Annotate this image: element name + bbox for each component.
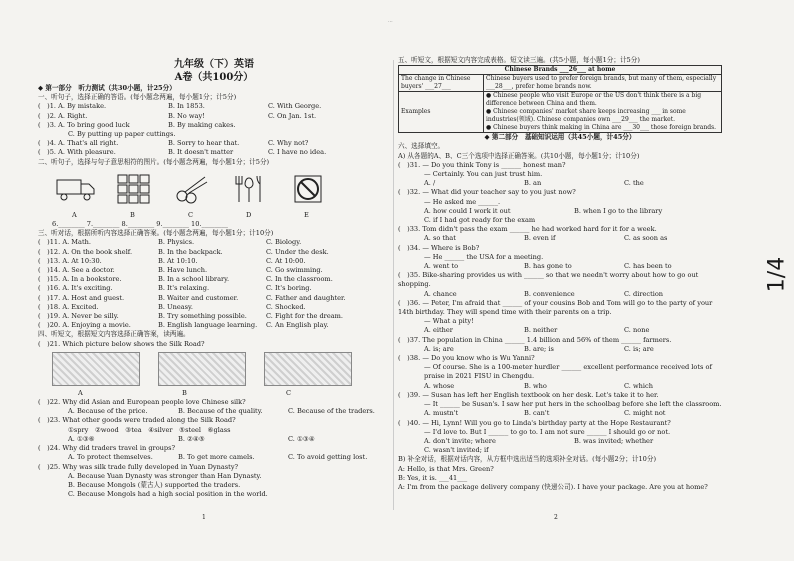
no-entry-sign-icon [288,173,328,205]
section2-heading: 二、听句子，选择与句子意思相符的图片。(每小题念两遍，每小题1分；计5分) [38,157,270,166]
question-35: ( )35. Bike-sharing provides us with ______ so that we needn't worry about how to go out shopping. [398,271,699,289]
dialogue-line: B: Yes, it is. ___41___ [398,473,468,482]
question-23-options: A. ①③⑥ B. ②④⑤ C. ①③④ [68,434,315,443]
question-33: ( )33. Tom didn't pass the exam ______ he had worked hard for it for a week. [398,225,657,234]
table-cell: Examples [399,92,484,133]
question-40-reply: — I'd love to. But I ______ to go to. I am not sure ______ I should go or not. [424,427,671,436]
question-38: ( )38. — Do you know who is Wu Yanni? [398,354,535,363]
picture-options [56,171,390,207]
part2-heading: ◆ 第二部分 基础知识运用（共45小题，计45分） [484,133,636,142]
table-cell [484,92,722,133]
table-title: Chinese Brands ___26___ at home [399,66,722,75]
question-38-reply: — Of course. She is a 100-meter hurdler ______ excellent performance received lots of praise in 2021 FISU in Chengdu. [424,363,712,381]
question-40-option-c: C. wasn't invited; if [424,446,489,455]
question-31-options: A. / B. an C. the [424,179,644,188]
question-11: ( )11. A. Math. B. Physics. C. Biology. [38,238,302,247]
page-number-1: 1 [202,514,206,521]
section-a-heading: A) 从各题的A、B、C三个选项中选择正确答案。(共10小题，每小题1分；计10分) [398,151,640,160]
question-12: ( )12. A. On the book shelf. B. In the backpack. C. Under the desk. [38,247,329,256]
page-count-label: 1/4 [764,256,790,293]
question-34: ( )34. — Where is Bob? [398,243,480,252]
question-25-option-a: A. Because Yuan Dynasty was stronger than Han Dynasty. [68,471,262,480]
table-cell: Chinese buyers used to prefer foreign brands, but many of them, especially ___28___, prefer home brands now. [484,75,722,92]
question-31-reply: — Certainly. You can just trust him. [424,170,543,179]
question-2: ( )2. A. Right. B. No way! C. On Jan. 1st. [38,111,317,120]
question-23: ( )23. What other goods were traded along the Silk Road? [38,416,236,425]
list-item: ● Chinese people who visit Europe or the US don't think there is a big difference between China and them. [486,92,702,108]
tableware-icon [230,173,270,205]
question-4: ( )4. A. That's all right. B. Sorry to hear that. C. Why not? [38,139,309,148]
table-cell: The change in Chinese buyers' ___27___ [399,75,484,92]
question-35-options: A. chance B. convenience C. direction [424,289,664,298]
question-32-option-c: C. if I had got ready for the exam [424,216,536,225]
question-3-option-c: C. By putting up paper cuttings. [68,130,176,139]
question-5: ( )5. A. With pleasure. B. It doesn't matter C. I have no idea. [38,148,327,157]
table-row [399,92,722,133]
table-row [399,75,722,92]
question-40-options: A. don't invite; where B. was invited; whether [424,436,654,445]
list-item: ● Chinese buyers think making in China are ___30___ those foreign brands. [486,124,717,132]
part1-heading: ◆ 第一部分 听力测试（共30小题，计25分） [38,84,176,92]
dialogue-line: A: Hello, is that Mrs. Green? [398,464,494,473]
section3-heading: 三、听对话，根据所听内容选择正确答案。(每小题念两遍，每小题1分；计10分) [38,229,274,238]
question-1: ( )1. A. By mistake. B. In 1853. C. With George. [38,102,322,111]
question-23-items: ①spry ②wood ③tea ④silver ⑤steel ⑥glass [68,425,231,434]
question-34-options: A. went to B. has gone to C. has been to [424,262,672,271]
question-25-option-b: B. Because Mongols (蒙古人) supported the traders. [68,480,241,489]
question-24-options: A. To protect themselves. B. To get more camels. C. To avoid getting lost. [68,453,368,462]
question-31: ( )31. — Do you think Tony is ______ honest man? [398,160,566,169]
map-picture-b [158,352,246,386]
question-18: ( )18. A. Excited. B. Uneasy. C. Shocked. [38,302,306,311]
question-17: ( )17. A. Host and guest. B. Waiter and customer. C. Father and daughter. [38,293,346,302]
picture-labels: A B C D E [72,210,309,219]
right-page [398,56,722,492]
question-36-reply: — What a pity! [424,317,474,326]
question-36: ( )36. — Peter, I'm afraid that ______ of your cousins Bob and Tom will go to the party of your 14th birthday. They will spend time with their parents on a trip. [398,298,713,317]
picture-answer-blanks: 6.________ 7.________ 8.________ 9.________ 10.________ [52,220,228,229]
question-21: ( )21. Which picture below shows the Silk Road? [38,339,205,348]
question-25-option-c: C. Because Mongols had a high social position in the world. [68,490,268,499]
question-37: ( )37. The population in China ______ 1.4 billion and 56% of them ______ farmers. [398,335,672,344]
question-25: ( )25. Why was silk trade fully developed in Yuan Dynasty? [38,462,239,471]
question-33-options: A. so that B. even if C. as soon as [424,234,668,243]
question-24: ( )24. Why did traders travel in groups? [38,444,176,453]
exam-title: 九年级（下）英语 [174,59,254,70]
question-13: ( )13. A. At 10:30. B. At 10:10. C. At 10:00. [38,256,306,265]
question-32-options: A. how could I work it out B. when I go to the library [424,206,663,215]
page-number-2: 2 [554,514,558,521]
page-divider [393,60,394,510]
question-16: ( )16. A. It's exciting. B. It's relaxing. C. It's boring. [38,284,312,293]
question-19: ( )19. A. Never be silly. B. Try something possible. C. Fight for the dream. [38,312,344,321]
question-22-options: A. Because of the price. B. Because of the quality. C. Because of the traders. [68,407,375,416]
map-labels: A B C [78,388,292,397]
question-39-reply: — It ______ be Susan's. I saw her put hers in the schoolbag before she left the classroom. [424,400,722,409]
question-40: ( )40. — Hi, Lynn! Will you go to Linda's birthday party at the Hope Restaurant? [398,418,671,427]
question-3: ( )3. A. To bring good luck B. By making cakes. [38,120,236,129]
question-20: ( )20. A. Enjoying a movie. B. English language learning. C. An English play. [38,321,329,330]
question-14: ( )14. A. See a doctor. B. Have lunch. C. Go swimming. [38,266,323,275]
map-picture-c [264,352,352,386]
scissors-icon [172,173,212,205]
question-22: ( )22. Why did Asian and European people love Chinese silk? [38,398,246,407]
silk-road-maps [52,352,390,386]
section-b-heading: B) 补全对话，根据对话内容，从方框中选出适当的选项补全对话。(每小题2分；计10分) [398,455,657,464]
list-item: ● Chinese companies' market share keeps increasing ___ in some industries(领域). Chinese companies own ___29___ the market. [486,108,686,124]
question-39: ( )39. — Susan has left her English textbook on her desk. Let's take it to her. [398,390,659,399]
left-page [38,44,390,499]
question-34-reply: — He ______ the USA for a meeting. [424,252,544,261]
question-36-options: A. either B. neither C. none [424,326,650,335]
section1-heading: 一、听句子，选择正确的答语。(每小题念两遍，每小题1分；计5分) [38,93,237,102]
section6-heading: 六、选择填空。 [398,142,445,151]
exam-subtitle: A卷（共100分） [174,72,254,83]
question-39-options: A. mustn't B. can't C. might not [424,409,666,418]
question-32-reply: — He asked me ______. [424,197,501,206]
map-picture-a [52,352,140,386]
dialogue-line: A: I'm from the package delivery company (快递公司). I have your package. Are you at home? [398,482,708,491]
question-32: ( )32. — What did your teacher say to you just now? [398,188,576,197]
question-38-options: A. whose B. who C. which [424,381,653,390]
truck-icon [56,173,96,205]
question-15: ( )15. A. In a bookstore. B. In a school library. C. In the classroom. [38,275,333,284]
brand-table [398,65,722,133]
grid-icons-picture [114,173,154,205]
section4-heading: 四、听短文，根据短文内容选择正确答案，读两遍。 [38,330,190,339]
question-37-options: A. is; are B. are; is C. is; are [424,344,654,353]
corner-mark: ... [388,18,393,24]
section5-heading: 五、听短文，根据短文内容完成表格。短文读三遍。(共5小题，每小题1分；计5分) [398,56,640,64]
